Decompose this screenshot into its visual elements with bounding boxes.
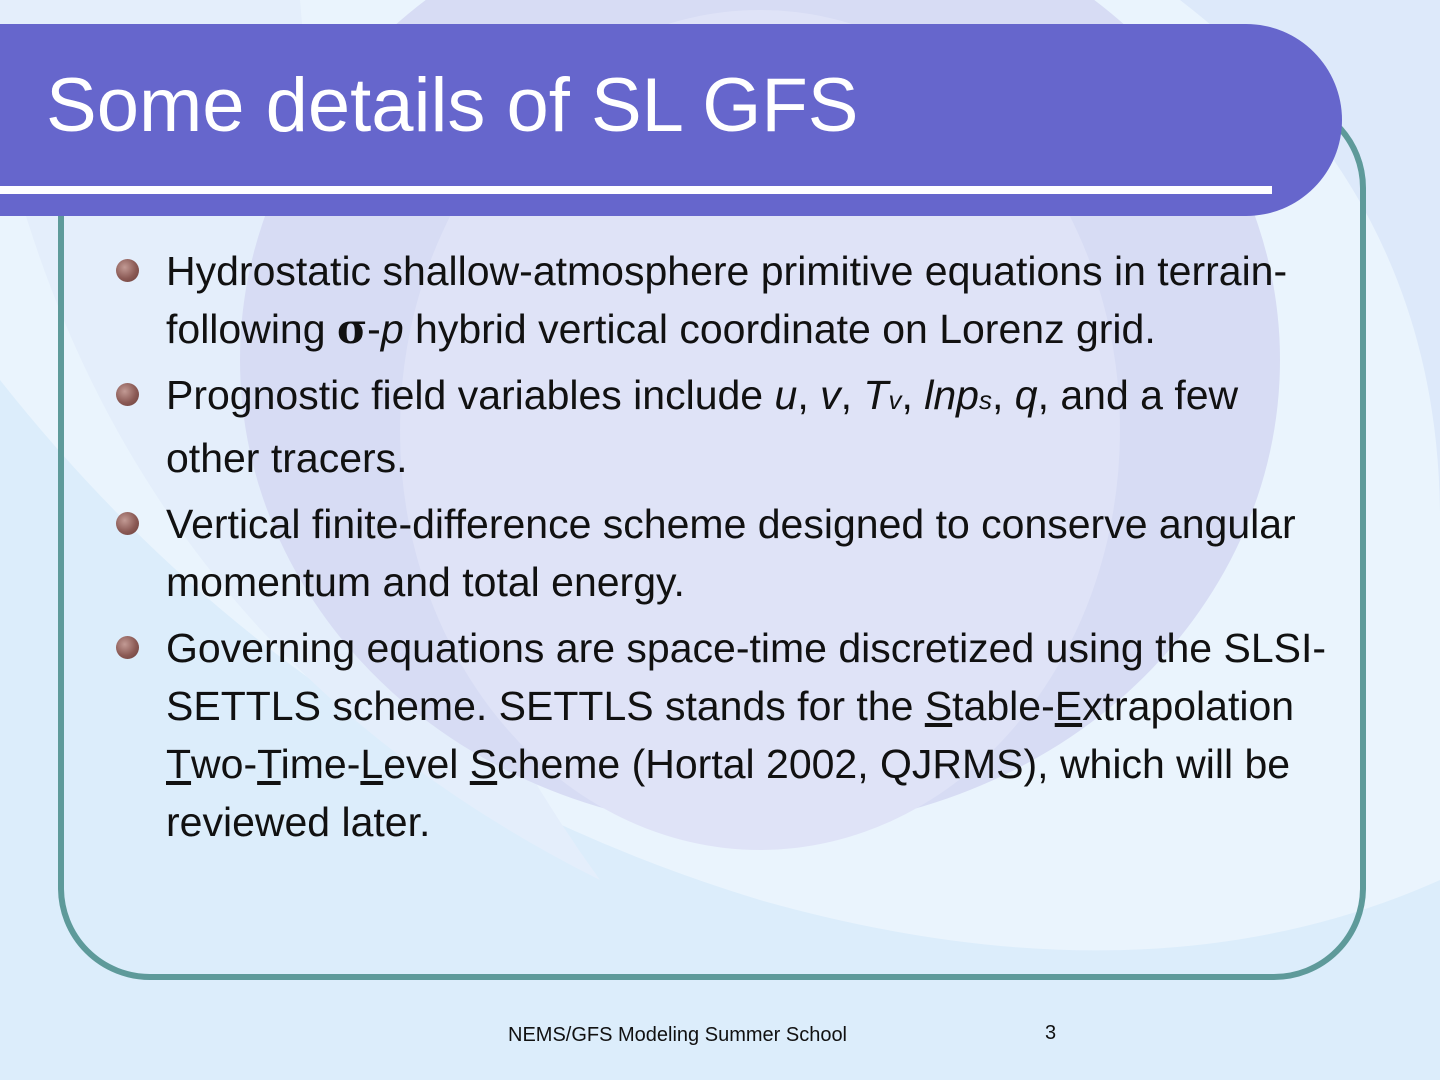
bullet-item [110,366,1340,487]
bullet-segment: s [978,385,992,415]
bullet-item [110,619,1340,851]
bullet-icon [116,512,139,535]
bullet-segment: Vertical finite-difference scheme designed to conserve angular momentum and total energy. [166,501,1308,605]
bullet-segment: hybrid vertical coordinate on Lorenz grid. [403,306,1156,352]
bullet-segment: T [166,741,192,787]
bullet-segment: v [820,372,841,418]
bullet-text [166,625,1326,845]
bullet-segment: q [1014,372,1038,418]
bullet-segment: , [991,372,1015,418]
bullet-segment: , [901,372,925,418]
bullet-segment: , and a few other tracers. [166,372,1250,481]
bullet-segment: cheme (Hortal 2002, QJRMS), which will be reviewed later. [166,741,1302,845]
bullet-icon [116,636,139,659]
bullet-segment: S [469,741,498,787]
bullet-item [110,495,1340,611]
bullet-segment: L [360,741,384,787]
bullet-segment: Hydrostatic shallow-atmosphere primitive equations in terrain-following [166,248,1288,352]
bullet-segment: lnp [924,372,979,418]
slide-footer: NEMS/GFS Modeling Summer School [508,1024,848,1046]
bullet-list [110,242,1340,859]
bullet-segment: T [257,741,281,787]
bullet-segment: u [774,372,798,418]
bullet-text [166,372,1250,481]
bullet-segment: S [924,683,953,729]
bullet-text [166,501,1307,605]
bullet-segment: σ [336,305,368,353]
bullet-segment: evel [383,741,470,787]
bullet-segment: , [797,372,821,418]
bullet-segment: p [380,306,404,352]
page-number: 3 [1045,1022,1057,1044]
bullet-segment: T [863,372,889,418]
bullet-segment: E [1054,683,1083,729]
bullet-icon [116,259,139,282]
slide-title: Some details of SL GFS [46,63,859,148]
bullet-segment: Prognostic field variables include [166,372,775,418]
bullet-segment: - [367,306,381,352]
bullet-segment: Governing equations are space-time discretized using the SLSI-SETTLS scheme. SETTLS stands for the [166,625,1327,729]
bullet-icon [116,383,139,406]
title-underline [0,186,1272,194]
bullet-segment: wo- [191,741,258,787]
bullet-segment: v [888,385,902,415]
bullet-item [110,242,1340,358]
bullet-segment: ime- [280,741,361,787]
bullet-segment: , [840,372,864,418]
bullet-text [166,248,1287,352]
bullet-segment: table- [952,683,1055,729]
bullet-segment: xtrapolation [1082,683,1305,729]
